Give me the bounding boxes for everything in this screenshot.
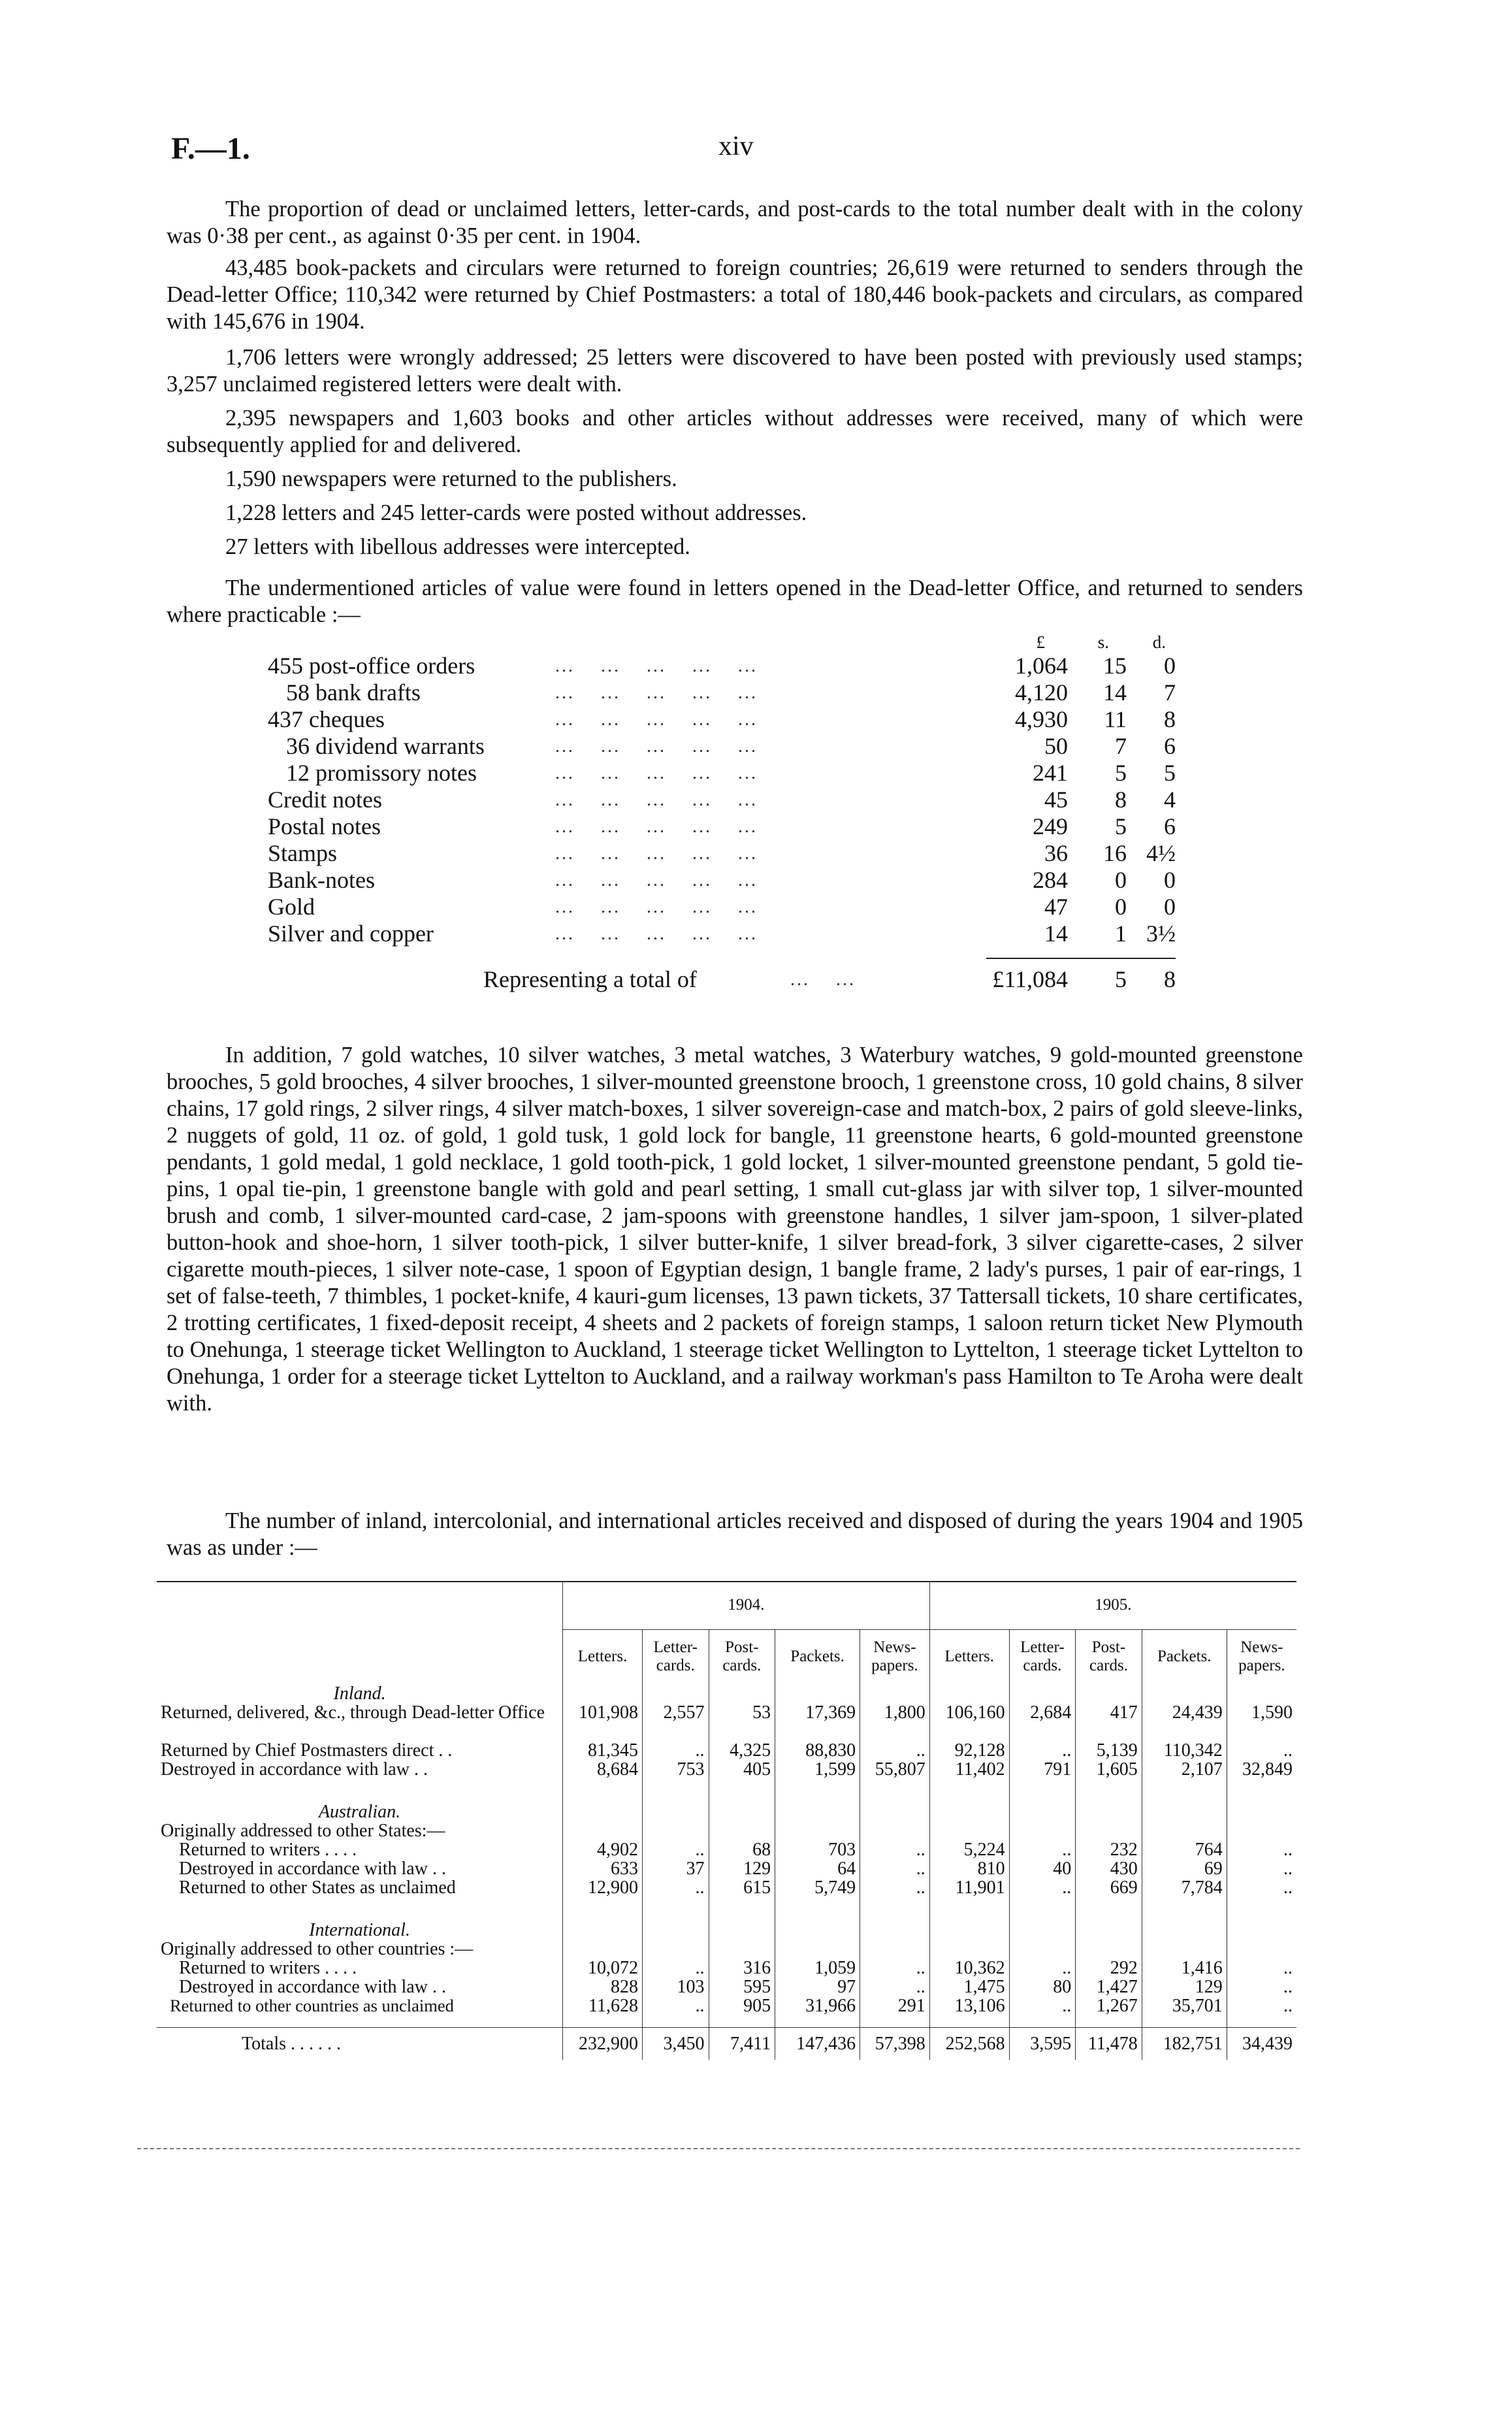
cell: .. xyxy=(642,1959,709,1977)
total-pence: 8 xyxy=(1164,966,1176,992)
value-shillings: 0 xyxy=(1115,867,1127,893)
cell: 1,599 xyxy=(775,1760,860,1779)
cell: .. xyxy=(1227,1959,1296,1977)
value-row xyxy=(268,759,1274,786)
cell: .. xyxy=(1227,1741,1296,1760)
cell: 88,830 xyxy=(775,1741,860,1760)
cell: 1,416 xyxy=(1142,1959,1227,1977)
page-number: xiv xyxy=(718,131,754,161)
section-subtitle: Originally addressed to other States:— xyxy=(161,1821,445,1841)
value-row-label: 455 post-office orders xyxy=(268,653,475,679)
row-label: Returned to writers . . . . xyxy=(179,1840,357,1860)
leader-dots: ... ... ... ... ... xyxy=(555,897,758,917)
cell: 232 xyxy=(1076,1840,1142,1859)
cell: 80 xyxy=(1009,1977,1076,1996)
paragraph-wrongly-addressed: 1,706 letters were wrongly addressed; 25 letters were discovered to have been posted with previously used stamps; 3,257 unclaimed registered letters were dealt with. xyxy=(167,345,1303,397)
paragraph-articles-of-value-intro: The undermentioned articles of value were found in letters opened in the Dead-letter Office, and returned to senders where practicable :— xyxy=(167,576,1303,627)
table-row xyxy=(157,1859,1296,1878)
cell: 35,701 xyxy=(1142,1996,1227,2015)
cell: 13,106 xyxy=(929,1996,1009,2015)
leader-dots: ... ... ... ... ... xyxy=(555,870,758,890)
paragraph-libellous-addresses: 27 letters with libellous addresses were intercepted. xyxy=(225,534,690,559)
row-label: Returned, delivered, &c., through Dead-letter Office xyxy=(161,1702,545,1723)
value-row xyxy=(268,920,1274,947)
cell: .. xyxy=(1227,1878,1296,1897)
cell: 129 xyxy=(709,1859,775,1878)
total-label: Representing a total of xyxy=(483,966,697,992)
cell: 97 xyxy=(775,1977,860,1996)
leader-dots: ... ... ... ... ... xyxy=(555,709,758,730)
column-header: News-papers. xyxy=(1227,1629,1296,1684)
row-label: Destroyed in accordance with law . . xyxy=(179,1859,446,1879)
value-pence: 0 xyxy=(1164,894,1176,920)
cell: 1,427 xyxy=(1076,1977,1142,1996)
cell: 291 xyxy=(860,1996,930,2015)
value-row xyxy=(268,679,1274,706)
total-cell: 147,436 xyxy=(775,2027,860,2060)
cell: 615 xyxy=(709,1878,775,1897)
section-title: Australian. xyxy=(318,1802,401,1822)
table-row xyxy=(157,1760,1296,1779)
cell: 92,128 xyxy=(929,1741,1009,1760)
row-label: Returned to other States as unclaimed xyxy=(179,1878,456,1898)
cell: .. xyxy=(860,1840,930,1859)
cell: .. xyxy=(860,1878,930,1897)
value-shillings: 0 xyxy=(1115,894,1127,920)
cell: 106,160 xyxy=(929,1703,1009,1741)
year-header-1905: 1905. xyxy=(929,1581,1296,1629)
cell: .. xyxy=(1009,1741,1076,1760)
cell: 24,439 xyxy=(1142,1703,1227,1741)
cell: 17,369 xyxy=(775,1703,860,1741)
cell: 8,684 xyxy=(563,1760,643,1779)
column-header: Letter-cards. xyxy=(1009,1629,1076,1684)
total-cell: 252,568 xyxy=(929,2027,1009,2060)
cell: 703 xyxy=(775,1840,860,1859)
table-row xyxy=(157,1959,1296,1977)
row-label: Destroyed in accordance with law . . xyxy=(161,1759,428,1780)
value-pounds: 47 xyxy=(1044,894,1068,920)
cell: 53 xyxy=(709,1703,775,1741)
cell: .. xyxy=(860,1959,930,1977)
value-row-label: Credit notes xyxy=(268,787,382,813)
value-row-label: Postal notes xyxy=(268,813,381,839)
cell: .. xyxy=(642,1878,709,1897)
cell: .. xyxy=(1009,1959,1076,1977)
total-cell: 11,478 xyxy=(1076,2027,1142,2060)
total-cell: 232,900 xyxy=(563,2027,643,2060)
totals-row xyxy=(157,2027,1296,2060)
cell: 417 xyxy=(1076,1703,1142,1741)
leader-dots: ... ... ... ... ... xyxy=(555,817,758,837)
cell: .. xyxy=(1227,1977,1296,1996)
cell: .. xyxy=(860,1741,930,1760)
value-pounds: 249 xyxy=(1033,813,1068,839)
value-row-label: Stamps xyxy=(268,840,338,866)
cell: 2,557 xyxy=(642,1703,709,1741)
value-shillings: 11 xyxy=(1104,706,1127,732)
cell: 1,059 xyxy=(775,1959,860,1977)
cell: 37 xyxy=(642,1859,709,1878)
cell: 2,684 xyxy=(1009,1703,1076,1741)
cell: 595 xyxy=(709,1977,775,1996)
cell: 31,966 xyxy=(775,1996,860,2015)
cell: 68 xyxy=(709,1840,775,1859)
column-header: Packets. xyxy=(1142,1629,1227,1684)
cell: 1,267 xyxy=(1076,1996,1142,2015)
cell: .. xyxy=(1009,1840,1076,1859)
leader-dots: ... ... ... ... ... xyxy=(555,656,758,676)
value-pence: 8 xyxy=(1164,706,1176,732)
cell: 11,402 xyxy=(929,1760,1009,1779)
paragraph-book-packets: 43,485 book-packets and circulars were returned to foreign countries; 26,619 were returned to senders through the Dead-letter Office; 110,342 were returned by Chief Postmasters: a total of 180,446 book-packets and circulars, as compared with 145,676 in 1904. xyxy=(167,255,1303,334)
section-title: Inland. xyxy=(333,1683,386,1704)
cell: .. xyxy=(1227,1996,1296,2015)
cell: 4,902 xyxy=(563,1840,643,1859)
value-row-label: 36 dividend warrants xyxy=(286,733,485,759)
value-shillings: 8 xyxy=(1115,787,1127,813)
cell: 11,628 xyxy=(563,1996,643,2015)
leader-dots: ... ... ... ... ... xyxy=(555,924,758,944)
row-label: Returned to other countries as unclaimed xyxy=(170,1996,454,2015)
cell: 405 xyxy=(709,1760,775,1779)
table-row xyxy=(157,1878,1296,1897)
cell: 40 xyxy=(1009,1859,1076,1878)
value-pounds: 36 xyxy=(1044,840,1068,866)
row-label: Destroyed in accordance with law . . xyxy=(179,1977,446,1997)
total-cell: 3,450 xyxy=(642,2027,709,2060)
value-row-label: 12 promissory notes xyxy=(286,760,477,786)
total-shillings: 5 xyxy=(1115,966,1127,992)
value-pence: 4 xyxy=(1164,787,1176,813)
leader-dots: ... ... ... ... ... xyxy=(555,736,758,756)
total-cell: 3,595 xyxy=(1009,2027,1076,2060)
column-header: News-papers. xyxy=(860,1629,930,1684)
column-header: Letter-cards. xyxy=(642,1629,709,1684)
total-cell: 57,398 xyxy=(860,2027,930,2060)
value-row xyxy=(268,652,1274,679)
value-pounds: 45 xyxy=(1044,787,1068,813)
row-label: Returned to writers . . . . xyxy=(179,1958,357,1978)
paragraph-newspapers-returned: 1,590 newspapers were returned to the publishers. xyxy=(225,466,677,491)
value-row-label: Silver and copper xyxy=(268,920,434,947)
column-header: Packets. xyxy=(775,1629,860,1684)
value-row xyxy=(268,813,1274,839)
cell: .. xyxy=(860,1977,930,1996)
cell: 32,849 xyxy=(1227,1760,1296,1779)
cell: 11,901 xyxy=(929,1878,1009,1897)
cell: 81,345 xyxy=(563,1741,643,1760)
value-pounds: 4,120 xyxy=(1015,679,1068,706)
document-reference: F.—1. xyxy=(171,131,250,166)
column-header: Letters. xyxy=(563,1629,643,1684)
cell: 101,908 xyxy=(563,1703,643,1741)
cell: 810 xyxy=(929,1859,1009,1878)
value-row xyxy=(268,732,1274,759)
value-row xyxy=(268,839,1274,866)
cell: 905 xyxy=(709,1996,775,2015)
cell: 10,072 xyxy=(563,1959,643,1977)
value-shillings: 7 xyxy=(1115,733,1127,759)
cell: 753 xyxy=(642,1760,709,1779)
value-row-label: Bank-notes xyxy=(268,867,375,893)
value-row xyxy=(268,893,1274,920)
cell: 292 xyxy=(1076,1959,1142,1977)
value-row-label: Gold xyxy=(268,894,315,920)
value-pence: 6 xyxy=(1164,813,1176,839)
value-shillings: 1 xyxy=(1115,920,1127,947)
total-cell: 182,751 xyxy=(1142,2027,1227,2060)
cell: 430 xyxy=(1076,1859,1142,1878)
value-row-label: 58 bank drafts xyxy=(286,679,421,706)
value-shillings: 5 xyxy=(1115,813,1127,839)
value-shillings: 14 xyxy=(1103,679,1127,706)
cell: .. xyxy=(642,1741,709,1760)
cell: 828 xyxy=(563,1977,643,1996)
row-label: Returned by Chief Postmasters direct . . xyxy=(161,1740,453,1761)
paragraph-newspapers-without-addresses: 2,395 newspapers and 1,603 books and other articles without addresses were received, many of which were subsequently applied for and delivered. xyxy=(167,406,1303,457)
paragraph-table-intro: The number of inland, intercolonial, and international articles received and disposed of during the years 1904 and 1905 was as under :— xyxy=(167,1508,1303,1560)
value-pence: 6 xyxy=(1164,733,1176,759)
cell: 764 xyxy=(1142,1840,1227,1859)
cell: .. xyxy=(1009,1996,1076,2015)
total-cell: 7,411 xyxy=(709,2027,775,2060)
cell: 7,784 xyxy=(1142,1878,1227,1897)
cell: .. xyxy=(1227,1840,1296,1859)
cell: 103 xyxy=(642,1977,709,1996)
cell: 12,900 xyxy=(563,1878,643,1897)
value-row xyxy=(268,786,1274,813)
total-pounds: £11,084 xyxy=(992,966,1068,992)
table-row xyxy=(157,1996,1296,2015)
leader-dots: ... ... ... ... ... xyxy=(555,763,758,783)
cell: .. xyxy=(642,1840,709,1859)
column-header: Post-cards. xyxy=(1076,1629,1142,1684)
cell: 316 xyxy=(709,1959,775,1977)
cell: .. xyxy=(1227,1859,1296,1878)
value-pence: 4½ xyxy=(1146,840,1176,866)
value-row xyxy=(268,706,1274,732)
paragraph-additional-articles: In addition, 7 gold watches, 10 silver watches, 3 metal watches, 3 Waterbury watches, 9 gold-mounted greenstone brooches, 5 gold brooches, 4 silver brooches, 1 silver-mounted greenstone brooch, 1 greenstone cross, 10 gold chains, 8 silver chains, 17 gold rings, 2 silver rings, 4 silver match-boxes, 1 silver sovereign-case and match-box, 2 pairs of gold sleeve-links, 2 nuggets of gold, 11 oz. of gold, 1 gold tusk, 1 gold lock for bangle, 11 greenstone hearts, 6 gold-mounted greenstone pendants, 1 gold medal, 1 gold necklace, 1 gold tooth-pick, 1 gold locket, 1 silver-mounted greenstone pendant, 5 gold tie-pins, 1 opal tie-pin, 1 greenstone bangle with gold and pearl setting, 1 small cut-glass jar with silver top, 1 silver-mounted brush and comb, 1 silver-mounted card-case, 2 jam-spoons with greenstone handles, 1 silver jam-spoon, 1 silver-plated button-hook and shoe-horn, 1 silver tooth-pick, 1 silver butter-knife, 1 silver bread-fork, 3 silver cigarette-cases, 2 silver cigarette mouth-pieces, 1 silver note-case, 1 spoon of Egyptian design, 1 bangle frame, 2 lady's purses, 1 pair of ear-rings, 1 set of false-teeth, 7 thimbles, 1 pocket-knife, 4 kauri-gum licenses, 13 pawn tickets, 37 Tattersall tickets, 10 share certificates, 2 trotting certificates, 1 fixed-deposit receipt, 4 sheets and 2 packets of foreign stamps, 1 saloon return ticket New Plymouth to Onehunga, 1 steerage ticket Wellington to Auckland, 1 steerage ticket Wellington to Lyttelton, 1 steerage ticket Lyttelton to Onehunga, 1 order for a steerage ticket Lyttelton to Auckland, and a railway workman's pass Hamilton to Te Aroha were dealt with. xyxy=(167,1043,1303,1416)
value-shillings: 15 xyxy=(1103,653,1127,679)
cell: 1,590 xyxy=(1227,1703,1296,1741)
value-pounds: 50 xyxy=(1044,733,1068,759)
value-row-label: 437 cheques xyxy=(268,706,385,732)
total-cell: 34,439 xyxy=(1227,2027,1296,2060)
value-pence: 5 xyxy=(1164,760,1176,786)
value-row xyxy=(268,866,1274,893)
cell: 4,325 xyxy=(709,1741,775,1760)
table-row xyxy=(157,1741,1296,1760)
cell: 791 xyxy=(1009,1760,1076,1779)
section-title: International. xyxy=(309,1920,410,1940)
cell: 55,807 xyxy=(860,1760,930,1779)
paragraph-letters-without-addresses: 1,228 letters and 245 letter-cards were posted without addresses. xyxy=(225,500,807,525)
cell: .. xyxy=(642,1996,709,2015)
pence-header: d. xyxy=(1152,632,1166,652)
cell: 110,342 xyxy=(1142,1741,1227,1760)
cell: 1,800 xyxy=(860,1703,930,1741)
totals-label: Totals . . . . . . xyxy=(242,2033,342,2054)
table-bottom-rule xyxy=(137,2148,1300,2149)
value-shillings: 16 xyxy=(1103,840,1127,866)
total-rule xyxy=(986,958,1176,959)
leader-dots: ... ... ... ... ... xyxy=(555,683,758,703)
value-pounds: 284 xyxy=(1033,867,1068,893)
cell: 5,139 xyxy=(1076,1741,1142,1760)
cell: 5,224 xyxy=(929,1840,1009,1859)
value-pence: 0 xyxy=(1164,653,1176,679)
value-pounds: 1,064 xyxy=(1015,653,1068,679)
year-header-1904: 1904. xyxy=(563,1581,930,1629)
cell: 2,107 xyxy=(1142,1760,1227,1779)
cell: .. xyxy=(1009,1878,1076,1897)
table-row xyxy=(157,1977,1296,1996)
cell: 129 xyxy=(1142,1977,1227,1996)
value-pounds: 241 xyxy=(1033,760,1068,786)
value-pounds: 14 xyxy=(1044,920,1068,947)
value-pence: 3½ xyxy=(1146,920,1176,947)
cell: 1,475 xyxy=(929,1977,1009,1996)
cell: 1,605 xyxy=(1076,1760,1142,1779)
column-header: Post-cards. xyxy=(709,1629,775,1684)
cell: 669 xyxy=(1076,1878,1142,1897)
leader-dots: ... ... ... ... ... xyxy=(555,843,758,864)
value-pounds: 4,930 xyxy=(1015,706,1068,732)
pounds-header: £ xyxy=(1036,632,1045,652)
shillings-header: s. xyxy=(1097,632,1109,652)
cell: 633 xyxy=(563,1859,643,1878)
cell: 10,362 xyxy=(929,1959,1009,1977)
articles-disposal-table xyxy=(157,1581,1296,2060)
cell: .. xyxy=(860,1859,930,1878)
table-row xyxy=(157,1703,1296,1741)
value-total-row xyxy=(268,966,1274,992)
column-header: Letters. xyxy=(929,1629,1009,1684)
section-subtitle: Originally addressed to other countries :— xyxy=(161,1939,474,1959)
cell: 64 xyxy=(775,1859,860,1878)
table-row xyxy=(157,1840,1296,1859)
paragraph-dead-letters-proportion: The proportion of dead or unclaimed letters, letter-cards, and post-cards to the total number dealt with in the colony was 0·38 per cent., as against 0·35 per cent. in 1904. xyxy=(167,197,1303,248)
cell: 5,749 xyxy=(775,1878,860,1897)
leader-dots: ... ... xyxy=(790,969,856,990)
leader-dots: ... ... ... ... ... xyxy=(555,790,758,810)
value-pence: 0 xyxy=(1164,867,1176,893)
value-pence: 7 xyxy=(1164,679,1176,706)
cell: 69 xyxy=(1142,1859,1227,1878)
value-shillings: 5 xyxy=(1115,760,1127,786)
